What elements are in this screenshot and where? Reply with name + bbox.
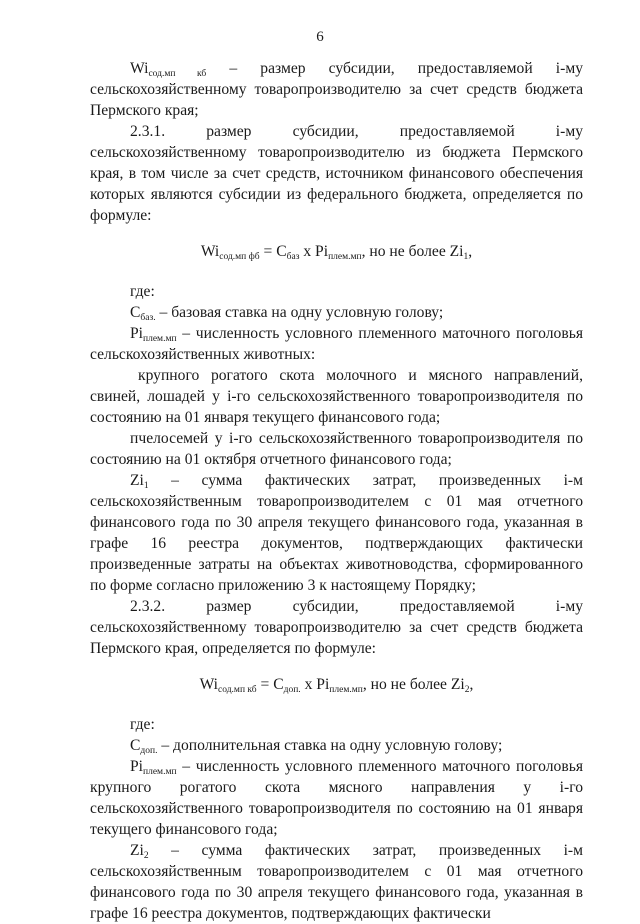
formula-subscript: сод.мп фб	[219, 252, 260, 262]
symbol-subscript: 2	[143, 851, 149, 861]
symbol: Zi	[130, 472, 144, 489]
formula-term: х Pi	[300, 676, 330, 693]
formula-subscript: 1	[463, 252, 469, 262]
formula-term: = С	[256, 676, 284, 693]
symbol-subscript: 1	[143, 481, 149, 491]
symbol-subscript: плем.мп	[143, 767, 177, 777]
formula-subscript: плем.мп	[328, 252, 362, 262]
definition-text: – размер субсидии, предоставляемой i-му сельскохозяйственному товаропроизводителю за счет средств бюджета Пермского края;	[90, 60, 583, 119]
formula-subscript: плем.мп	[329, 685, 363, 695]
paragraph-2-3-1: 2.3.1. размер субсидии, предоставляемой i-му сельскохозяйственному товаропроизводителю из бюджета Пермского края, в том числе за счет средств, источником финансового обеспечения которых являются субсидии из федерального бюджета, определяется по формуле:	[90, 123, 583, 224]
formula-term: , но не более Zi	[362, 676, 465, 693]
where-label: где:	[130, 283, 155, 300]
symbol: Wi	[130, 60, 149, 77]
symbol-subscript: плем.мп	[143, 334, 177, 344]
definition-text: – базовая ставка на одну условную голову;	[155, 304, 444, 321]
formula-term: х Pi	[299, 243, 329, 260]
formula-2	[90, 674, 583, 695]
definition-text: – численность условного племенного маточного поголовья сельскохозяйственных животных:	[90, 325, 583, 363]
definition-text: – дополнительная ставка на одну условную голову;	[157, 737, 503, 754]
definition-text: – численность условного племенного маточного поголовья крупного рогатого скота мясного направления у i-го сельскохозяйственного товаропроизводителя по состоянию на 01 января текущего финансового года;	[90, 758, 583, 838]
definition-wi-kb	[90, 58, 583, 121]
symbol-subscript: баз.	[140, 313, 156, 323]
definition-zi2	[90, 840, 583, 924]
formula-term: Wi	[200, 243, 220, 260]
definition-zi1	[90, 470, 583, 596]
symbol-subscript: доп.	[140, 746, 158, 756]
symbol: С	[130, 304, 141, 321]
formula-subscript: доп.	[283, 685, 301, 695]
symbol: Pi	[130, 325, 144, 342]
definition-text: – сумма фактических затрат, произведенных i-м сельскохозяйственным товаропроизводителем с 01 мая отчетного финансового года по 30 апреля текущего финансового года, указанная в графе 16 реестра документов, подтверждающих фактически	[90, 842, 583, 922]
paragraph-bees: пчелосемей у i-го сельскохозяйственного товаропроизводителя по состоянию на 01 октября отчетного финансового года;	[90, 430, 583, 468]
formula-subscript: 2	[464, 685, 470, 695]
formula-term: ,	[469, 676, 474, 693]
definition-pi-plem-2	[90, 756, 583, 840]
formula-term: = С	[259, 243, 287, 260]
where-label-2: где:	[130, 716, 155, 733]
symbol: Pi	[130, 758, 144, 775]
formula-term: ,	[468, 243, 473, 260]
symbol: С	[130, 737, 141, 754]
formula-subscript: баз	[286, 252, 300, 262]
formula-1	[90, 241, 583, 262]
definition-text: – сумма фактических затрат, произведенных i-м сельскохозяйственным товаропроизводителем с 01 мая отчетного финансового года по 30 апреля текущего финансового года, указанная в графе 16 реестра документов, подтверждающих фактически произведенные затраты на объектах животноводства, сформированного по форме согласно приложению 3 к настоящему Порядку;	[90, 472, 583, 594]
paragraph-cattle: крупного рогатого скота молочного и мясного направлений, свиней, лошадей у i-го сельскохозяйственного товаропроизводителя по состоянию на 01 января текущего финансового года;	[90, 367, 583, 426]
definition-c-dop	[90, 735, 583, 756]
page-number: 6	[316, 29, 324, 45]
symbol: Zi	[130, 842, 144, 859]
formula-term: Wi	[199, 676, 219, 693]
definition-c-baz	[90, 302, 583, 323]
paragraph-2-3-2: 2.3.2. размер субсидии, предоставляемой i-му сельскохозяйственному товаропроизводителю за счет средств бюджета Пермского края, определяется по формуле:	[90, 598, 583, 657]
document-body	[90, 58, 583, 924]
definition-pi-plem	[90, 323, 583, 365]
formula-term: , но не более Zi	[361, 243, 464, 260]
formula-subscript: сод.мп кб	[218, 685, 257, 695]
symbol-subscript: сод.мп кб	[148, 69, 207, 79]
